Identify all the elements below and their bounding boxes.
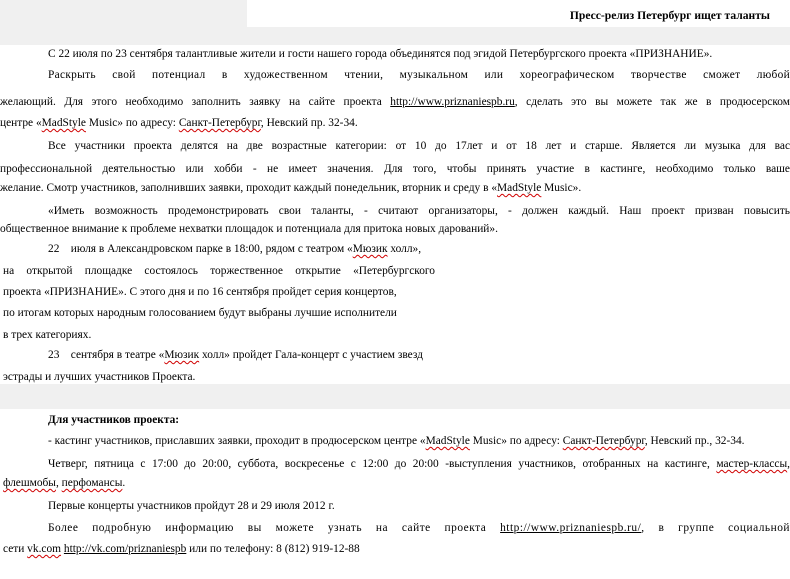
paragraph-line bbox=[0, 499, 790, 513]
paragraph-line bbox=[3, 285, 790, 299]
text: по итогам которых народным голосованием будут выбраны лучшие исполнители bbox=[3, 307, 397, 319]
text: в трех категориях. bbox=[3, 329, 92, 341]
text: общественное внимание к проблеме нехватки площадок и потенциала для притока новых дарований». bbox=[0, 223, 498, 235]
text: Для участников проекта: bbox=[48, 414, 180, 426]
spell-flag-word: MadStyle bbox=[41, 117, 86, 129]
text: эстрады и лучших участников Проекта. bbox=[3, 371, 196, 383]
paragraph-line bbox=[3, 476, 790, 490]
project-site-link[interactable]: http://www.priznaniespb.ru/ bbox=[500, 522, 642, 534]
text: или по телефону: 8 (812) 919-12-88 bbox=[186, 543, 360, 555]
paragraph-line bbox=[0, 95, 790, 109]
text: холл» пройдет Гала-концерт с участием звезд bbox=[199, 349, 423, 361]
project-site-link[interactable]: http://www.priznaniespb.ru bbox=[390, 96, 515, 108]
text: Music» по адресу: bbox=[469, 435, 563, 447]
text: холл», bbox=[387, 243, 422, 255]
text: Более подробную информацию вы можете узнать на сайте проекта bbox=[48, 522, 501, 534]
text: , bbox=[55, 477, 62, 489]
spell-flag-word: Мюзик bbox=[352, 243, 388, 255]
paragraph-line bbox=[0, 68, 790, 82]
text: , Невский пр., 32-34. bbox=[644, 435, 745, 447]
section-heading bbox=[0, 413, 790, 427]
paragraph-line bbox=[3, 542, 790, 556]
text: , bbox=[787, 458, 790, 470]
paragraph-line bbox=[0, 47, 790, 61]
text: центре « bbox=[0, 117, 42, 129]
spell-flag-word: MadStyle bbox=[497, 182, 542, 194]
text: «Иметь возможность продемонстрировать свои таланты, - считают организаторы, - должен каждый. Наш проект призван повысить bbox=[48, 205, 790, 217]
paragraph-line bbox=[0, 222, 790, 236]
text: Раскрыть свой потенциал в художественном чтении, музыкальном или хореографическом творчестве сможет любой bbox=[48, 69, 790, 81]
document-page-section-1 bbox=[0, 45, 790, 384]
text: Все участники проекта делятся на две возрастные категории: от 10 до 17лет и от 18 лет и старше. Является ли музыка для вас bbox=[48, 140, 790, 152]
paragraph-line bbox=[0, 457, 790, 471]
paragraph-line bbox=[3, 328, 790, 342]
spell-flag-word: флешмобы bbox=[3, 477, 56, 489]
text: , Невский пр. 32-34. bbox=[260, 117, 358, 129]
spell-flag-word: Санкт-Петербург bbox=[178, 117, 261, 129]
paragraph-line bbox=[0, 162, 790, 176]
spell-flag-word: MadStyle bbox=[425, 435, 470, 447]
spell-flag-word: vk.com bbox=[27, 543, 62, 555]
paragraph-line bbox=[3, 306, 790, 320]
text: Music». bbox=[541, 182, 582, 194]
text: Music» по адресу: bbox=[85, 117, 179, 129]
text: . bbox=[122, 477, 126, 489]
spell-flag-word: Мюзик bbox=[164, 349, 200, 361]
paragraph-line bbox=[0, 521, 790, 535]
paragraph-line bbox=[0, 242, 790, 256]
paragraph-line bbox=[0, 348, 790, 362]
document-page-section-2 bbox=[0, 409, 790, 579]
spell-flag-word: мастер-классы bbox=[716, 458, 788, 470]
paragraph-line bbox=[3, 264, 435, 278]
paragraph-line bbox=[0, 116, 790, 130]
paragraph-line bbox=[0, 434, 790, 448]
vk-group-link[interactable]: http://vk.com/priznaniespb bbox=[63, 543, 187, 555]
spell-flag-word: перфомансы bbox=[61, 477, 123, 489]
text: Четверг, пятница с 17:00 до 20:00, суббота, воскресенье с 12:00 до 20:00 -выступления участников, отобранных на кастинге, bbox=[48, 458, 717, 470]
paragraph-line bbox=[0, 204, 790, 218]
paragraph-line bbox=[0, 139, 790, 153]
text: 22 июля в Александровском парке в 18:00, рядом с театром « bbox=[48, 243, 353, 255]
text: - кастинг участников, приславших заявки, проходит в продюсерском центре « bbox=[48, 435, 426, 447]
title-bar bbox=[247, 0, 790, 27]
paragraph-line bbox=[3, 370, 790, 384]
text: желание. Смотр участников, заполнивших заявки, проходит каждый понедельник, вторник и среду в « bbox=[0, 182, 498, 194]
text: Первые концерты участников пройдут 28 и 29 июля 2012 г. bbox=[48, 500, 335, 512]
page-title: Пресс-релиз Петербург ищет таланты bbox=[569, 9, 770, 22]
text: , в группе социальной bbox=[641, 522, 790, 534]
text: профессиональной деятельностью или хобби - не имеет значения. Для того, чтобы принять участие в кастинге, необходимо только ваше bbox=[0, 163, 790, 175]
text: проекта «ПРИЗНАНИЕ». С этого дня и по 16 сентября пройдет серия концертов, bbox=[3, 286, 397, 298]
text: сети bbox=[3, 543, 28, 555]
text: на открытой площадке состоялось торжественное открытие «Петербургского bbox=[3, 265, 435, 277]
text: желающий. Для этого необходимо заполнить заявку на сайте проекта bbox=[0, 96, 391, 108]
text: С 22 июля по 23 сентября талантливые жители и гости нашего города объединятся под эгидой Петербургского проекта «ПРИЗНАНИЕ». bbox=[48, 48, 713, 60]
spell-flag-word: Санкт-Петербург bbox=[562, 435, 645, 447]
paragraph-line bbox=[0, 181, 790, 195]
text: , сделать это вы можете так же в продюсерском bbox=[514, 96, 790, 108]
text: 23 сентября в театре « bbox=[48, 349, 165, 361]
